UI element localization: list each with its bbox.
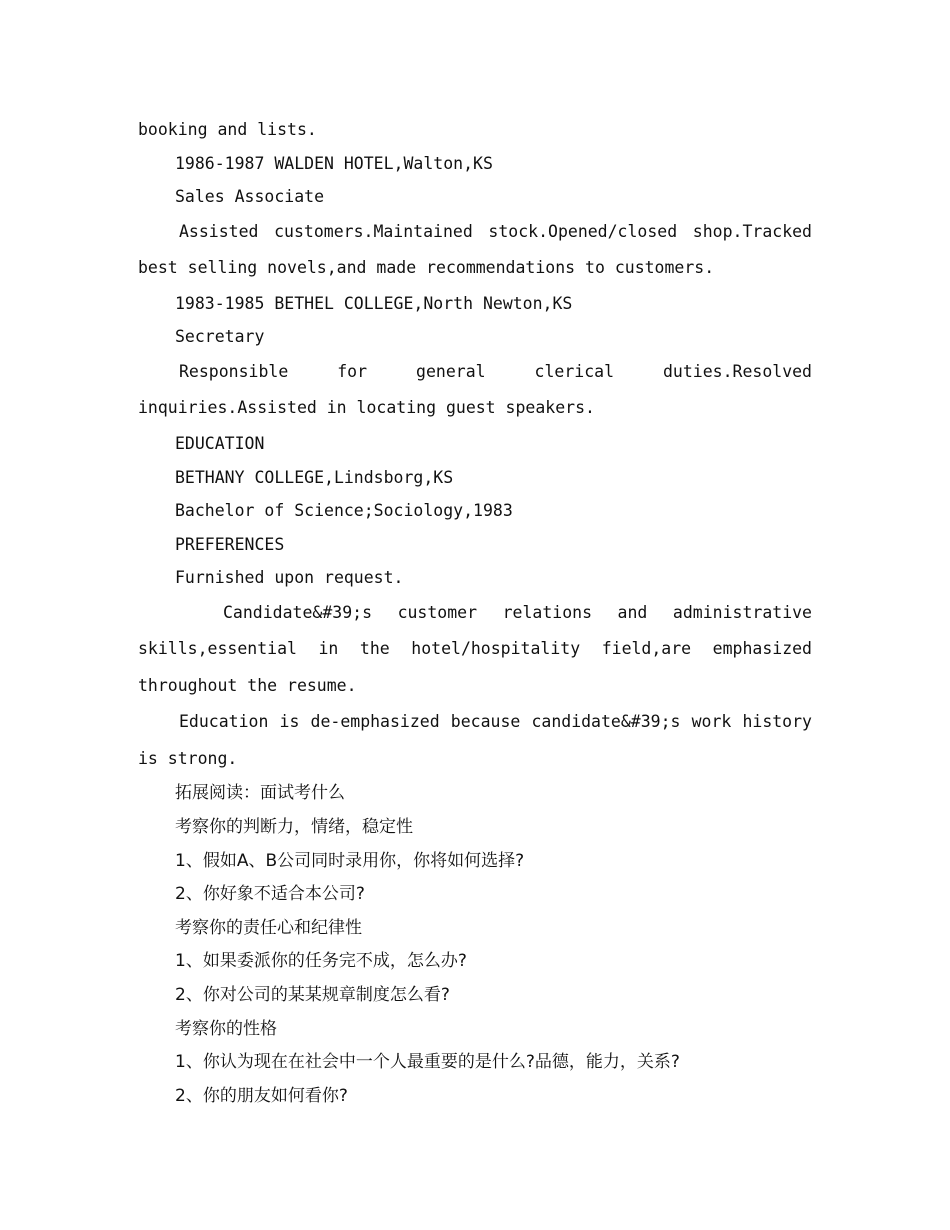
question-judgment-2: 2、你好象不适合本公司? bbox=[175, 884, 365, 905]
job-title-secretary: Secretary bbox=[175, 327, 265, 347]
question-responsibility-2: 2、你对公司的某某规章制度怎么看? bbox=[175, 985, 450, 1005]
resume-note-skills: Candidate&#39;s customer relations and administrative skills,essential in the hotel/hospitality field,are emphasized throughout the resume. bbox=[138, 602, 812, 695]
job-description-walden: Assisted customers.Maintained stock.Opened/closed shop.Tracked best selling novels,and made recommendations to customers. bbox=[138, 221, 812, 278]
section-heading-education: EDUCATION bbox=[175, 433, 265, 453]
text-line-booking: booking and lists. bbox=[138, 120, 317, 139]
preferences-text: Furnished upon request. bbox=[175, 568, 404, 588]
job-heading-walden: 1986-1987 WALDEN HOTEL,Walton,KS bbox=[175, 153, 493, 173]
section-heading-preferences: PREFERENCES bbox=[175, 534, 285, 554]
document-page bbox=[138, 113, 812, 1113]
resume-note-education: Education is de-emphasized because candidate&#39;s work history is strong. bbox=[138, 712, 812, 768]
question-personality-2: 2、你的朋友如何看你? bbox=[175, 1085, 348, 1106]
question-personality-1: 1、你认为现在在社会中一个人最重要的是什么?品德，能力，关系? bbox=[175, 1052, 680, 1073]
extended-reading-title: 拓展阅读：面试考什么 bbox=[175, 783, 345, 804]
job-heading-bethel: 1983-1985 BETHEL COLLEGE,North Newton,KS bbox=[175, 293, 573, 313]
question-responsibility-1: 1、如果委派你的任务完不成，怎么办? bbox=[175, 951, 467, 972]
education-school: BETHANY COLLEGE,Lindsborg,KS bbox=[175, 467, 454, 487]
education-degree: Bachelor of Science;Sociology,1983 bbox=[175, 501, 513, 521]
job-title-sales-associate: Sales Associate bbox=[175, 187, 325, 207]
job-description-bethel: Responsible for general clerical duties.Resolved inquiries.Assisted in locating guest speakers. bbox=[138, 361, 812, 418]
section-responsibility: 考察你的责任心和纪律性 bbox=[175, 917, 362, 938]
question-judgment-1: 1、假如A、B公司同时录用你，你将如何选择? bbox=[175, 850, 525, 871]
section-personality: 考察你的性格 bbox=[175, 1018, 277, 1039]
section-judgment: 考察你的判断力，情绪，稳定性 bbox=[175, 817, 413, 838]
